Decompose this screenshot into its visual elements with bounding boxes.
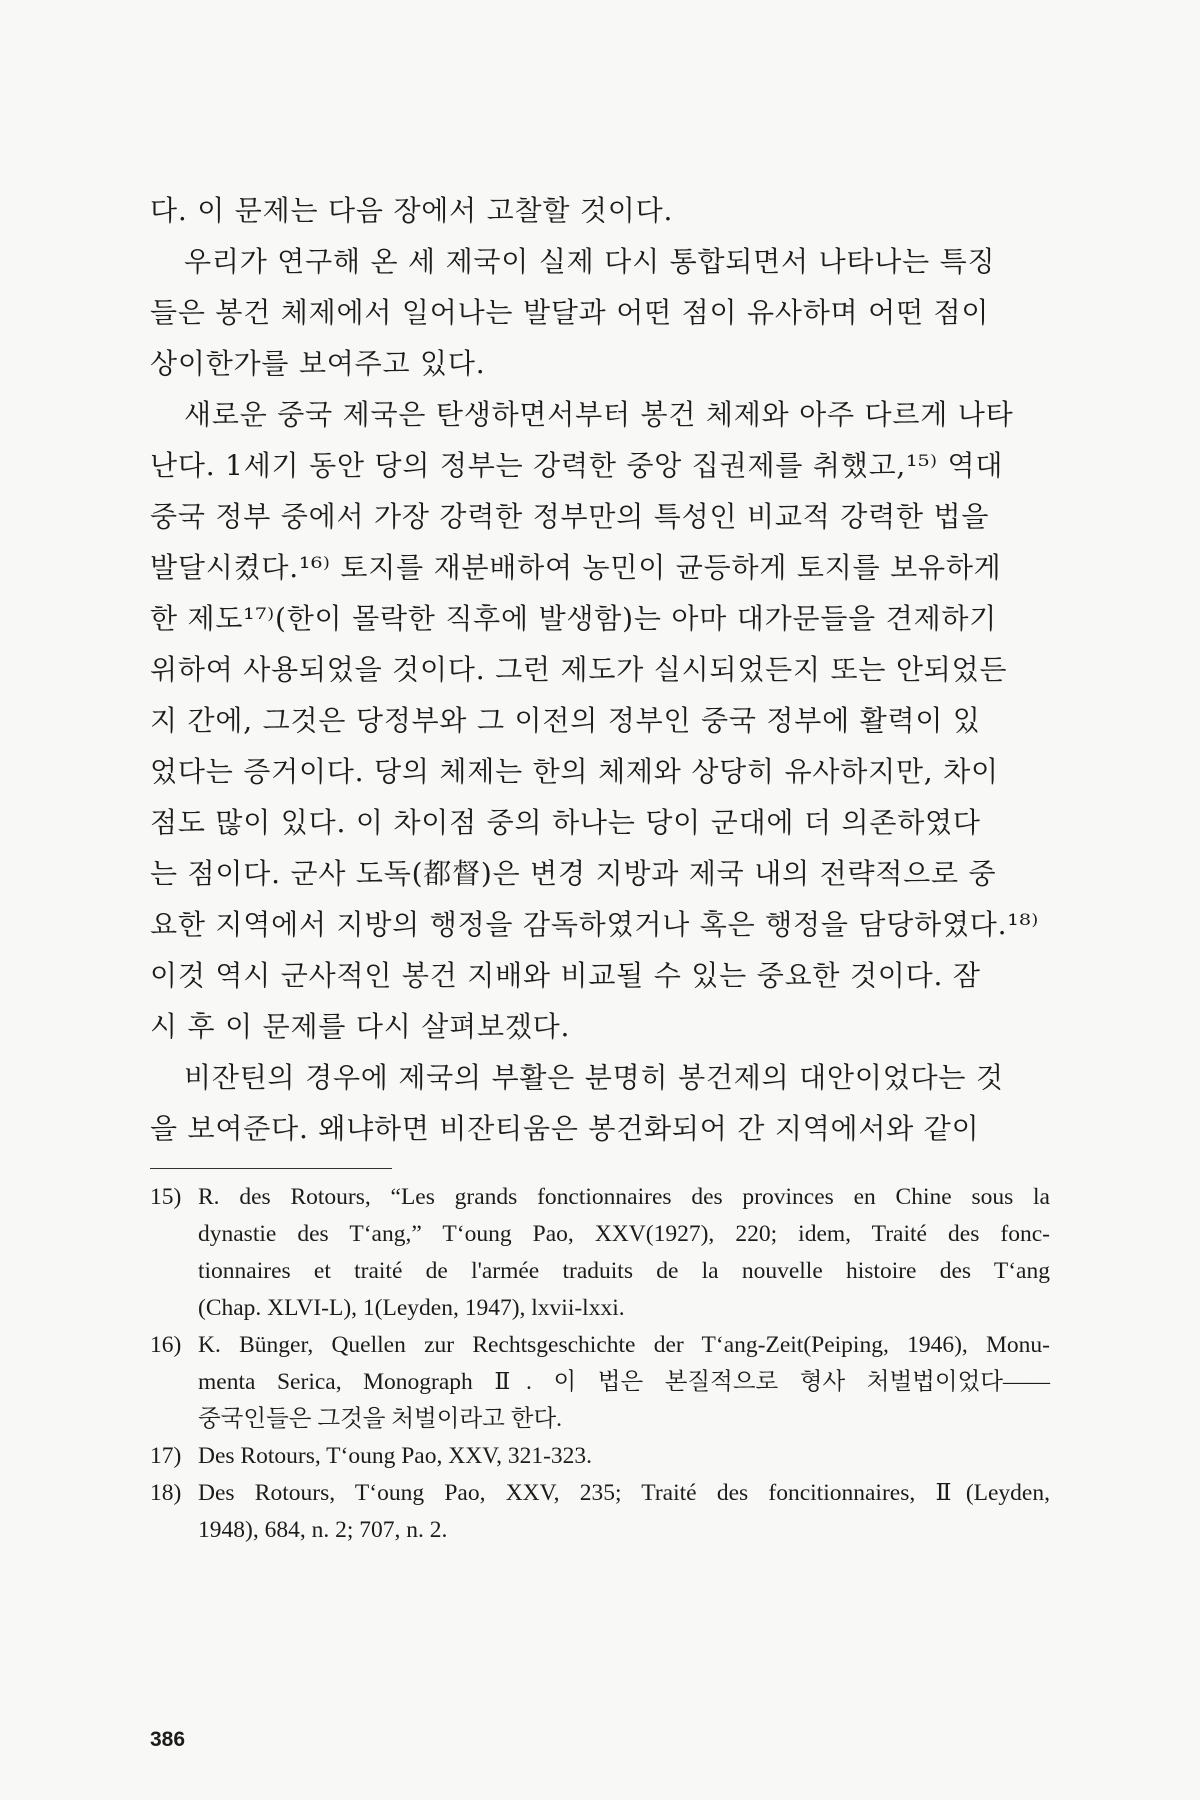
page-content <box>150 185 1050 1549</box>
footnote-line: Des Rotours, T‘oung Pao, XXV, 235; Traité des foncitionnaires, Ⅱ(Leyden, <box>198 1480 1050 1506</box>
footnote-line: (Chap. XLVI-L), 1(Leyden, 1947), lxvii-lxxi. <box>198 1295 625 1321</box>
body-line: 위하여 사용되었을 것이다. 그런 제도가 실시되었든지 또는 안되었든 <box>150 653 1008 686</box>
footnote-number: 18) <box>150 1480 182 1506</box>
footnote-line: R. des Rotours, “Les grands fonctionnaires des provinces en Chine sous la <box>198 1184 1050 1210</box>
footnote-line: Des Rotours, T‘oung Pao, XXV, 321-323. <box>198 1443 593 1469</box>
body-line: 이것 역시 군사적인 봉건 지배와 비교될 수 있는 중요한 것이다. 잠 <box>150 959 981 992</box>
footnote-line: 중국인들은 그것을 처벌이라고 한다. <box>198 1406 563 1432</box>
footnote-line: tionnaires et traité de l'armée traduits de la nouvelle histoire des T‘ang <box>198 1258 1050 1284</box>
body-line: 을 보여준다. 왜냐하면 비잔티움은 봉건화되어 간 지역에서와 같이 <box>150 1112 980 1145</box>
body-text <box>150 185 1050 1154</box>
body-line: 들은 봉건 체제에서 일어나는 발달과 어떤 점이 유사하며 어떤 점이 <box>150 296 990 329</box>
body-line: 상이한가를 보여주고 있다. <box>150 347 486 380</box>
body-line: 난다. 1세기 동안 당의 정부는 강력한 중앙 집권제를 취했고,¹⁵⁾ 역대 <box>150 449 1004 482</box>
body-line: 지 간에, 그것은 당정부와 그 이전의 정부인 중국 정부에 활력이 있 <box>150 704 981 737</box>
body-line: 다. 이 문제는 다음 장에서 고찰할 것이다. <box>150 194 674 227</box>
body-line: 시 후 이 문제를 다시 살펴보겠다. <box>150 1010 571 1043</box>
body-line: 중국 정부 중에서 가장 강력한 정부만의 특성인 비교적 강력한 법을 <box>150 500 990 533</box>
body-line: 새로운 중국 제국은 탄생하면서부터 봉건 체제와 아주 다르게 나타 <box>184 398 1014 431</box>
footnote-line: menta Serica, Monograph Ⅱ. 이 법은 본질적으로 형사 처벌법이었다—— <box>198 1369 1050 1395</box>
footnote-number: 16) <box>150 1332 182 1358</box>
page-number: 386 <box>150 1728 186 1751</box>
body-line: 는 점이다. 군사 도독(都督)은 변경 지방과 제국 내의 전략적으로 중 <box>150 857 997 890</box>
body-line: 발달시켰다.¹⁶⁾ 토지를 재분배하여 농민이 균등하게 토지를 보유하게 <box>150 551 1002 584</box>
footnote <box>150 1438 1050 1475</box>
body-line: 한 제도¹⁷⁾(한이 몰락한 직후에 발생함)는 아마 대가문들을 견제하기 <box>150 602 998 635</box>
footnote <box>150 1327 1050 1438</box>
footnote-line: 1948), 684, n. 2; 707, n. 2. <box>198 1517 448 1543</box>
footnote-line: dynastie des T‘ang,” T‘oung Pao, XXV(1927), 220; idem, Traité des fonc- <box>198 1221 1050 1247</box>
body-line: 점도 많이 있다. 이 차이점 중의 하나는 당이 군대에 더 의존하였다 <box>150 806 981 839</box>
body-line: 비잔틴의 경우에 제국의 부활은 분명히 봉건제의 대안이었다는 것 <box>184 1061 1004 1094</box>
body-line: 우리가 연구해 온 세 제국이 실제 다시 통합되면서 나타나는 특징 <box>184 245 996 278</box>
footnote-number: 15) <box>150 1184 182 1210</box>
footnote <box>150 1475 1050 1549</box>
body-line: 요한 지역에서 지방의 행정을 감독하였거나 혹은 행정을 담당하였다.¹⁸⁾ <box>150 908 1040 941</box>
footnote-divider <box>150 1168 392 1169</box>
footnote-line: K. Bünger, Quellen zur Rechtsgeschichte der T‘ang-Zeit(Peiping, 1946), Monu- <box>198 1332 1050 1358</box>
footnote <box>150 1179 1050 1327</box>
footnote-number: 17) <box>150 1443 182 1469</box>
body-line: 었다는 증거이다. 당의 체제는 한의 체제와 상당히 유사하지만, 차이 <box>150 755 999 788</box>
footnotes <box>150 1179 1050 1549</box>
